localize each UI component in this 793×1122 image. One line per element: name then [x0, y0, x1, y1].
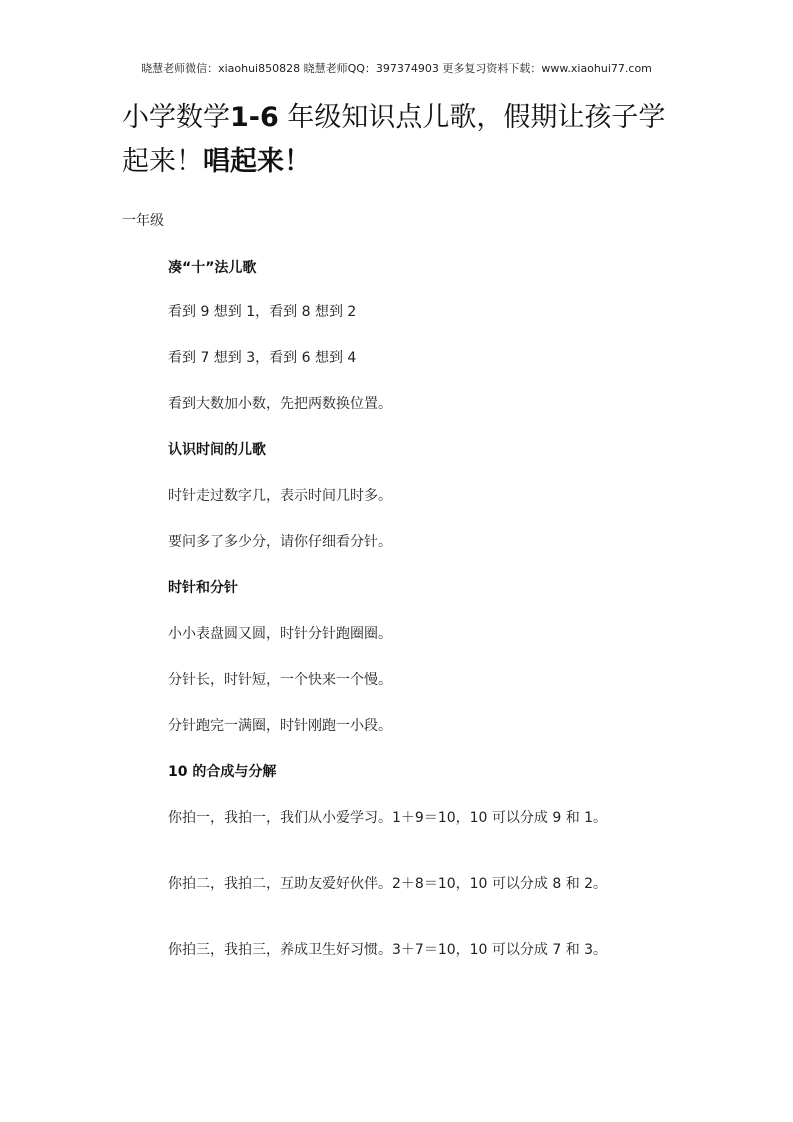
paragraph: 看到大数加小数，先把两数换位置。 — [168, 396, 392, 412]
title-prefix: 小学数学 — [122, 102, 230, 133]
page-title — [122, 96, 682, 184]
title-suffix: 年级知识点儿歌，假期让孩子学 — [287, 102, 666, 133]
grade-label: 一年级 — [122, 213, 164, 229]
title-line2-bold: 唱起来！ — [203, 146, 311, 177]
section-heading: 凑“十”法儿歌 — [168, 260, 257, 276]
section-heading: 10 的合成与分解 — [168, 764, 277, 780]
section-heading: 认识时间的儿歌 — [168, 442, 266, 458]
section-heading: 时针和分针 — [168, 580, 238, 596]
paragraph: 看到 7 想到 3，看到 6 想到 4 — [168, 350, 357, 366]
paragraph: 你拍三，我拍三，养成卫生好习惯。3＋7＝10，10 可以分成 7 和 3。 — [168, 942, 608, 958]
title-line2-plain: 起来！ — [122, 146, 203, 177]
paragraph: 小小表盘圆又圆，时针分针跑圈圈。 — [168, 626, 392, 642]
title-grade-range: 1-6 — [230, 102, 279, 133]
paragraph: 分针跑完一满圈，时针刚跑一小段。 — [168, 718, 392, 734]
paragraph: 时针走过数字几，表示时间几时多。 — [168, 488, 392, 504]
paragraph: 你拍二，我拍二，互助友爱好伙伴。2＋8＝10，10 可以分成 8 和 2。 — [168, 876, 608, 892]
paragraph: 看到 9 想到 1，看到 8 想到 2 — [168, 304, 357, 320]
paragraph: 分针长，时针短，一个快来一个慢。 — [168, 672, 392, 688]
paragraph: 你拍一，我拍一，我们从小爱学习。1＋9＝10，10 可以分成 9 和 1。 — [168, 810, 608, 826]
paragraph: 要问多了多少分，请你仔细看分针。 — [168, 534, 392, 550]
page-header-contact: 晓慧老师微信：xiaohui850828 晓慧老师QQ：397374903 更多复习资料下载：www.xiaohui77.com — [141, 62, 652, 75]
